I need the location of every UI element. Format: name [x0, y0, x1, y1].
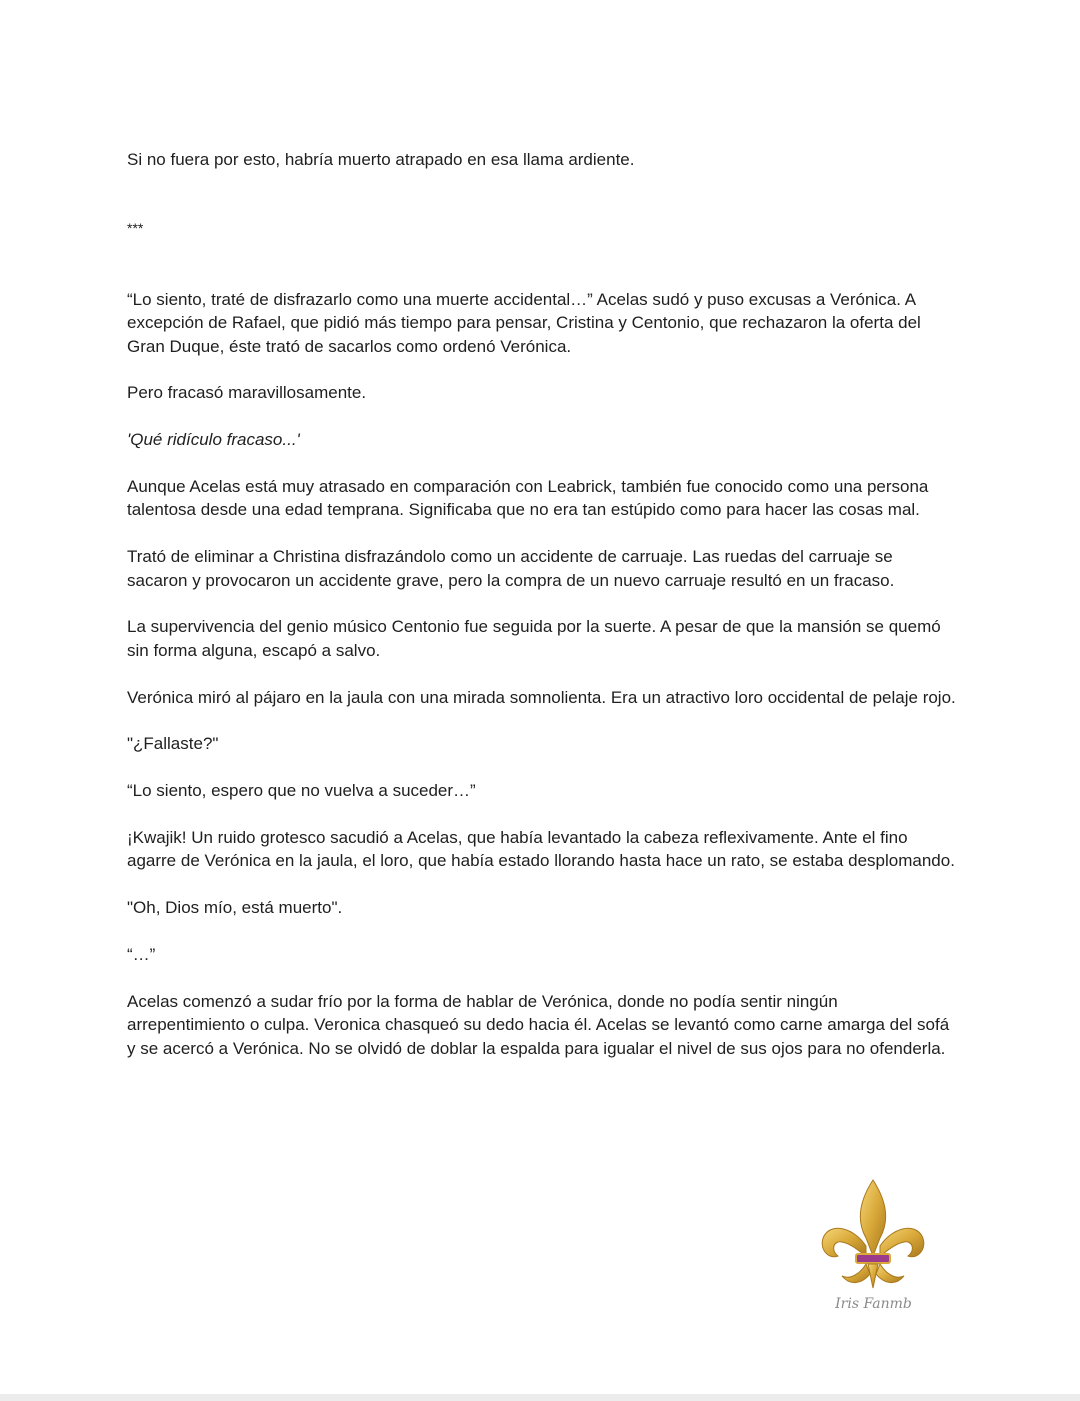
paragraph-12: "Oh, Dios mío, está muerto".: [127, 898, 343, 918]
paragraph-5: Aunque Acelas está muy atrasado en comparación con Leabrick, también fue conocido como una persona talentosa desde una edad temprana. Significaba que no era tan estúpido como para hacer las cosas mal.: [127, 477, 929, 520]
paragraph-11: ¡Kwajik! Un ruido grotesco sacudió a Acelas, que había levantado la cabeza reflexivamente. Ante el fino agarre de Verónica en la jaula, el loro, que había estado llorando hasta hace un rato, se estaba desplomando.: [127, 828, 955, 871]
section-separator: ***: [127, 220, 144, 237]
paragraph-14: Acelas comenzó a sudar frío por la forma de hablar de Verónica, donde no podía sentir ningún arrepentimiento o culpa. Veronica chasqueó su dedo hacia él. Acelas se levantó como carne amarga del sofá y se acercó a Verónica. No se olvidó de doblar la espalda para igualar el nivel de sus ojos para no ofenderla.: [127, 991, 950, 1058]
paragraph-8: Verónica miró al pájaro en la jaula con una mirada somnolienta. Era un atractivo loro occidental de pelaje rojo.: [127, 687, 956, 707]
paragraph-2: “Lo siento, traté de disfrazarlo como una muerte accidental…” Acelas sudó y puso excusas a Verónica. A excepción de Rafael, que pidió más tiempo para pensar, Cristina y Centonio, que rechazaron la oferta del Gran Duque, éste trató de sacarlos como ordenó Verónica.: [127, 289, 921, 356]
paragraph-7: La supervivencia del genio músico Centonio fue seguida por la suerte. A pesar de que la mansión se quemó sin forma alguna, escapó a salvo.: [127, 617, 941, 660]
paragraph-4: 'Qué ridículo fracaso...': [127, 430, 300, 450]
paragraph-13: “…”: [127, 945, 156, 965]
paragraph-3: Pero fracasó maravillosamente.: [127, 383, 367, 403]
paragraph-1: Si no fuera por esto, habría muerto atrapado en esa llama ardiente.: [127, 150, 635, 169]
paragraph-9: "¿Fallaste?": [127, 734, 219, 754]
paragraph-6: Trató de eliminar a Christina disfrazándolo como un accidente de carruaje. Las ruedas del carruaje se sacaron y provocaron un accidente grave, pero la compra de un nuevo carruaje resultó en un fracaso.: [127, 547, 895, 590]
document-body: [127, 148, 957, 1060]
paragraph-10: “Lo siento, espero que no vuelva a suceder…”: [127, 781, 476, 801]
watermark-caption: Iris Fanmb: [835, 1296, 912, 1312]
page-bottom-edge: [0, 1394, 1080, 1401]
